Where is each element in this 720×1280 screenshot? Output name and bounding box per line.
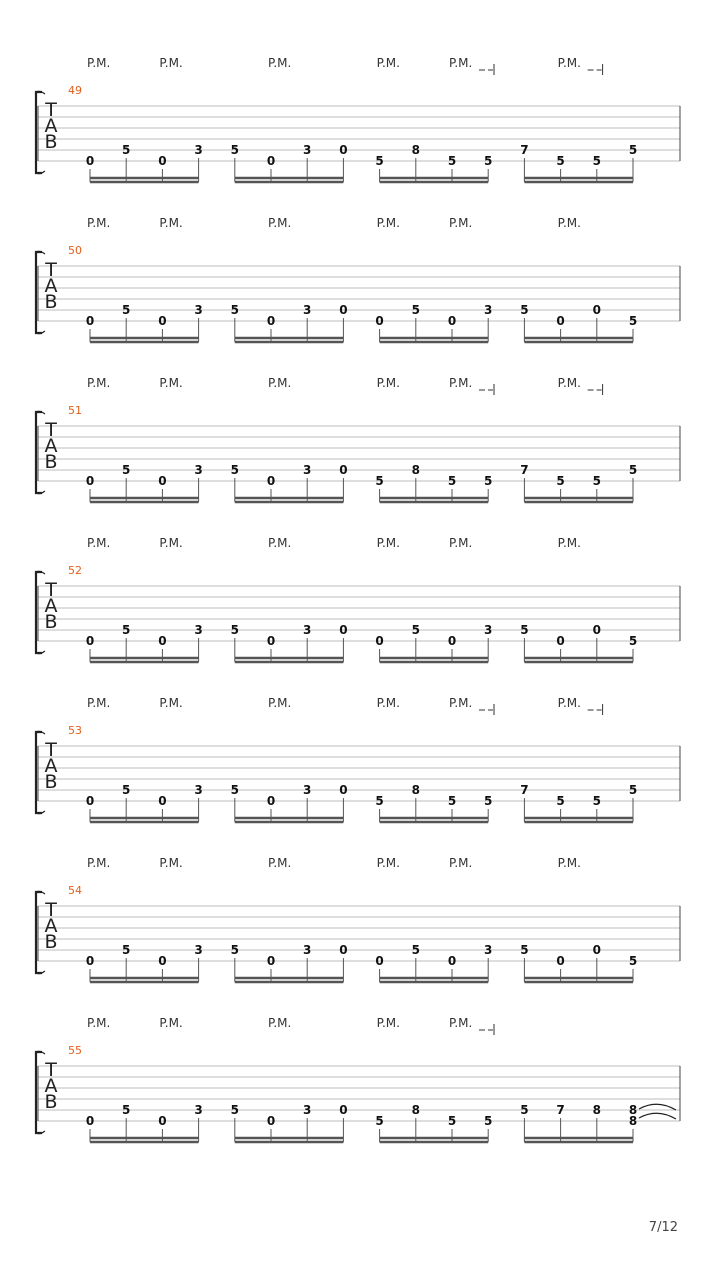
fret-number: 5 (447, 154, 457, 168)
palm-mute-label: P.M. (557, 376, 581, 390)
fret-number: 8 (411, 143, 420, 157)
fret-number: 5 (556, 154, 565, 168)
palm-mute-label: P.M. (268, 216, 292, 230)
fret-number: 3 (194, 303, 203, 317)
fret-number: 5 (122, 783, 131, 797)
fret-number: 8 (628, 1114, 638, 1128)
fret-number: 3 (484, 623, 493, 637)
fret-number: 8 (411, 463, 420, 477)
tab-clef-letter: A (44, 915, 58, 937)
fret-number: 5 (230, 303, 239, 317)
palm-mute-label: P.M. (449, 376, 473, 390)
palm-mute-label: P.M. (449, 56, 473, 70)
fret-number: 3 (303, 943, 312, 957)
fret-number: 8 (628, 1103, 638, 1117)
fret-number: 0 (266, 954, 276, 968)
fret-number: 3 (194, 1103, 203, 1117)
palm-mute-label: P.M. (449, 536, 473, 550)
fret-number: 0 (266, 634, 276, 648)
fret-number: 0 (266, 1114, 276, 1128)
fret-number: 0 (339, 463, 348, 477)
palm-mute-label: P.M. (159, 1016, 183, 1030)
fret-number: 0 (556, 314, 565, 328)
palm-mute-label: P.M. (87, 1016, 111, 1030)
palm-mute-label: P.M. (159, 856, 183, 870)
tab-clef-letter: T (45, 259, 57, 281)
fret-number: 5 (122, 623, 131, 637)
tie-arc (639, 1104, 676, 1110)
fret-number: 7 (556, 1103, 565, 1117)
palm-mute-label: P.M. (268, 696, 292, 710)
fret-number: 0 (339, 1103, 348, 1117)
fret-number: 3 (484, 943, 493, 957)
fret-number: 5 (520, 623, 529, 637)
fret-number: 3 (194, 623, 203, 637)
fret-number: 5 (122, 1103, 131, 1117)
fret-number: 3 (194, 143, 203, 157)
tab-clef-letter: T (45, 1059, 57, 1081)
bar-number: 52 (68, 564, 82, 577)
tab-clef-letter: A (44, 115, 58, 137)
fret-number: 0 (158, 314, 167, 328)
fret-number: 0 (266, 154, 276, 168)
fret-number: 5 (375, 794, 384, 808)
fret-number: 5 (230, 623, 239, 637)
fret-number: 5 (484, 794, 493, 808)
fret-number: 5 (520, 943, 529, 957)
fret-number: 0 (266, 314, 276, 328)
fret-number: 5 (628, 143, 638, 157)
fret-number: 0 (158, 794, 167, 808)
tab-clef-letter: B (44, 131, 58, 153)
palm-mute-label: P.M. (159, 216, 183, 230)
fret-number: 3 (303, 1103, 312, 1117)
fret-number: 5 (411, 623, 420, 637)
fret-number: 0 (158, 1114, 167, 1128)
fret-number: 0 (339, 143, 348, 157)
fret-number: 5 (122, 943, 131, 957)
fret-number: 0 (556, 954, 565, 968)
fret-number: 5 (520, 1103, 529, 1117)
fret-number: 5 (230, 143, 239, 157)
palm-mute-label: P.M. (87, 56, 111, 70)
palm-mute-label: P.M. (557, 536, 581, 550)
fret-number: 0 (556, 634, 565, 648)
tab-clef-letter: B (44, 291, 58, 313)
fret-number: 5 (484, 154, 493, 168)
fret-number: 5 (375, 474, 384, 488)
tab-clef-letter: T (45, 579, 57, 601)
palm-mute-label: P.M. (449, 856, 473, 870)
fret-number: 5 (375, 1114, 384, 1128)
fret-number: 5 (230, 1103, 239, 1117)
tab-clef-letter: T (45, 419, 57, 441)
fret-number: 5 (592, 474, 601, 488)
fret-number: 3 (303, 623, 312, 637)
tab-clef-letter: A (44, 755, 58, 777)
tab-clef-letter: B (44, 931, 58, 953)
palm-mute-label: P.M. (87, 376, 111, 390)
fret-number: 5 (230, 783, 239, 797)
fret-number: 5 (592, 794, 601, 808)
fret-number: 0 (339, 623, 348, 637)
fret-number: 5 (122, 303, 131, 317)
fret-number: 0 (158, 154, 167, 168)
palm-mute-label: P.M. (557, 216, 581, 230)
fret-number: 0 (447, 954, 457, 968)
tab-clef-letter: A (44, 275, 58, 297)
fret-number: 0 (375, 634, 384, 648)
fret-number: 5 (411, 303, 420, 317)
fret-number: 3 (194, 943, 203, 957)
palm-mute-label: P.M. (376, 696, 400, 710)
fret-number: 3 (303, 463, 312, 477)
palm-mute-label: P.M. (376, 1016, 400, 1030)
tab-clef-letter: B (44, 1091, 58, 1113)
palm-mute-label: P.M. (557, 696, 581, 710)
palm-mute-label: P.M. (557, 856, 581, 870)
fret-number: 0 (447, 634, 457, 648)
bar-number: 50 (68, 244, 82, 257)
palm-mute-label: P.M. (449, 216, 473, 230)
fret-number: 5 (592, 154, 601, 168)
fret-number: 5 (628, 314, 638, 328)
fret-number: 0 (592, 623, 601, 637)
palm-mute-label: P.M. (557, 56, 581, 70)
tab-clef-letter: B (44, 451, 58, 473)
fret-number: 0 (375, 314, 384, 328)
fret-number: 5 (520, 303, 529, 317)
tab-clef-letter: B (44, 771, 58, 793)
fret-number: 0 (85, 1114, 95, 1128)
fret-number: 5 (411, 943, 420, 957)
fret-number: 3 (303, 143, 312, 157)
fret-number: 0 (158, 954, 167, 968)
fret-number: 0 (85, 794, 95, 808)
fret-number: 8 (411, 1103, 420, 1117)
palm-mute-label: P.M. (268, 536, 292, 550)
bar-number: 51 (68, 404, 82, 417)
fret-number: 5 (230, 463, 239, 477)
fret-number: 0 (85, 634, 95, 648)
fret-number: 0 (339, 943, 348, 957)
fret-number: 0 (375, 954, 384, 968)
fret-number: 5 (230, 943, 239, 957)
palm-mute-label: P.M. (268, 56, 292, 70)
bar-number: 54 (68, 884, 82, 897)
fret-number: 5 (628, 634, 638, 648)
palm-mute-label: P.M. (376, 56, 400, 70)
tie-arc (639, 1113, 676, 1119)
fret-number: 0 (85, 154, 95, 168)
fret-number: 5 (628, 954, 638, 968)
fret-number: 5 (122, 463, 131, 477)
fret-number: 0 (85, 474, 95, 488)
fret-number: 0 (339, 303, 348, 317)
fret-number: 0 (85, 314, 95, 328)
fret-number: 0 (85, 954, 95, 968)
bar-number: 49 (68, 84, 82, 97)
palm-mute-label: P.M. (87, 536, 111, 550)
palm-mute-label: P.M. (268, 856, 292, 870)
fret-number: 0 (158, 634, 167, 648)
fret-number: 0 (266, 794, 276, 808)
palm-mute-label: P.M. (87, 856, 111, 870)
page-number: 7/12 (648, 1220, 678, 1235)
palm-mute-label: P.M. (449, 1016, 473, 1030)
palm-mute-label: P.M. (87, 696, 111, 710)
fret-number: 3 (194, 783, 203, 797)
fret-number: 0 (158, 474, 167, 488)
tab-clef-letter: A (44, 435, 58, 457)
palm-mute-label: P.M. (159, 536, 183, 550)
tab-clef-letter: T (45, 99, 57, 121)
palm-mute-label: P.M. (376, 216, 400, 230)
palm-mute-label: P.M. (376, 536, 400, 550)
fret-number: 5 (628, 783, 638, 797)
palm-mute-label: P.M. (159, 56, 183, 70)
fret-number: 0 (339, 783, 348, 797)
fret-number: 7 (520, 463, 529, 477)
fret-number: 5 (447, 1114, 457, 1128)
fret-number: 7 (520, 783, 529, 797)
fret-number: 0 (592, 303, 601, 317)
palm-mute-label: P.M. (376, 856, 400, 870)
palm-mute-label: P.M. (268, 1016, 292, 1030)
fret-number: 5 (556, 794, 565, 808)
bar-number: 53 (68, 724, 82, 737)
fret-number: 5 (447, 474, 457, 488)
fret-number: 8 (592, 1103, 601, 1117)
palm-mute-label: P.M. (159, 696, 183, 710)
fret-number: 3 (303, 783, 312, 797)
fret-number: 0 (266, 474, 276, 488)
palm-mute-label: P.M. (159, 376, 183, 390)
fret-number: 7 (520, 143, 529, 157)
fret-number: 5 (375, 154, 384, 168)
tab-clef-letter: T (45, 739, 57, 761)
fret-number: 3 (303, 303, 312, 317)
fret-number: 5 (122, 143, 131, 157)
fret-number: 3 (194, 463, 203, 477)
palm-mute-label: P.M. (449, 696, 473, 710)
fret-number: 0 (447, 314, 457, 328)
fret-number: 5 (484, 474, 493, 488)
tab-clef-letter: A (44, 1075, 58, 1097)
fret-number: 5 (556, 474, 565, 488)
fret-number: 5 (447, 794, 457, 808)
fret-number: 5 (484, 1114, 493, 1128)
palm-mute-label: P.M. (268, 376, 292, 390)
tab-clef-letter: B (44, 611, 58, 633)
bar-number: 55 (68, 1044, 82, 1057)
tab-clef-letter: A (44, 595, 58, 617)
tab-clef-letter: T (45, 899, 57, 921)
palm-mute-label: P.M. (87, 216, 111, 230)
palm-mute-label: P.M. (376, 376, 400, 390)
fret-number: 8 (411, 783, 420, 797)
fret-number: 0 (592, 943, 601, 957)
fret-number: 5 (628, 463, 638, 477)
fret-number: 3 (484, 303, 493, 317)
